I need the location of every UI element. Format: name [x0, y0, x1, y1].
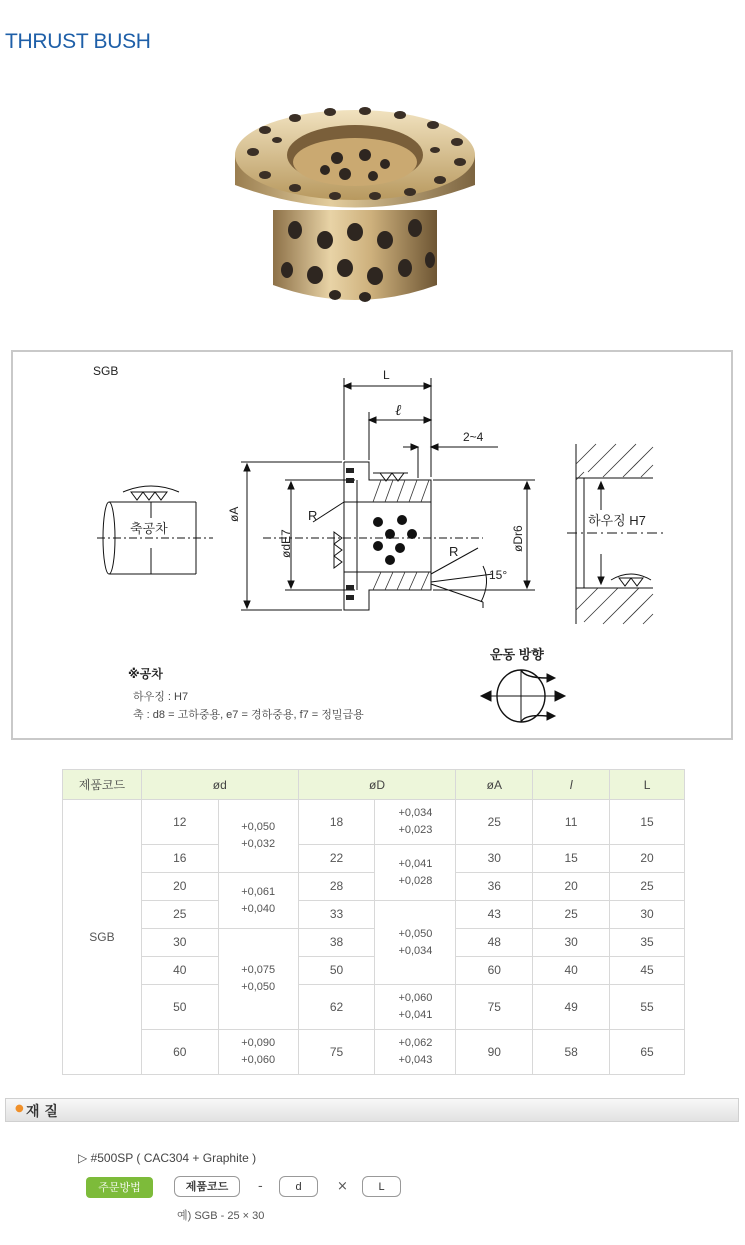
- order-code-pill: 제품코드: [174, 1176, 240, 1197]
- order-dash: -: [258, 1179, 263, 1194]
- D-value: 18: [298, 800, 375, 845]
- tolerance-housing: 하우징 : H7: [133, 691, 189, 703]
- table-row: [63, 1030, 685, 1075]
- L-value: 35: [610, 929, 685, 957]
- material-spec: ▷ #500SP ( CAC304 + Graphite ): [78, 1151, 257, 1165]
- header-l: l: [533, 770, 610, 800]
- A-value: 60: [456, 957, 533, 985]
- technical-drawing: [11, 350, 733, 740]
- dim-range: 2~4: [463, 430, 484, 444]
- l-value: 25: [533, 901, 610, 929]
- L-value: 45: [610, 957, 685, 985]
- tolerance-shaft: 축 : d8 = 고하중용, e7 = 경하중용, f7 = 정밀급용: [133, 709, 364, 721]
- d-value: 16: [141, 845, 218, 873]
- d-tolerance: +0,075 +0,050: [218, 929, 298, 1030]
- dim-R-left: R: [308, 508, 318, 523]
- l-value: 40: [533, 957, 610, 985]
- drawing-svg: [13, 352, 735, 742]
- table-row: [63, 901, 685, 929]
- A-value: 75: [456, 985, 533, 1030]
- product-code-cell: SGB: [63, 800, 142, 1075]
- model-label: SGB: [93, 364, 119, 378]
- D-value: 33: [298, 901, 375, 929]
- table-row: [63, 985, 685, 1030]
- L-value: 15: [610, 800, 685, 845]
- L-value: 65: [610, 1030, 685, 1075]
- dim-angle: 15°: [489, 568, 508, 582]
- d-value: 60: [141, 1030, 218, 1075]
- D-value: 75: [298, 1030, 375, 1075]
- spec-table: [62, 769, 685, 1075]
- table-row: [63, 957, 685, 985]
- header-D: øD: [298, 770, 456, 800]
- header-A: øA: [456, 770, 533, 800]
- header-L: L: [610, 770, 685, 800]
- l-value: 15: [533, 845, 610, 873]
- d-value: 20: [141, 873, 218, 901]
- D-tolerance: +0,060 +0,041: [375, 985, 456, 1030]
- table-row: [63, 873, 685, 901]
- D-value: 22: [298, 845, 375, 873]
- D-tolerance: +0,050 +0,034: [375, 901, 456, 985]
- L-value: 30: [610, 901, 685, 929]
- table-row: [63, 800, 685, 845]
- d-tolerance: +0,090 +0,060: [218, 1030, 298, 1075]
- dim-Dr6: øDr6: [511, 525, 525, 552]
- dim-R-right: R: [449, 544, 459, 559]
- material-section-title: 재 질: [26, 1104, 58, 1120]
- A-value: 90: [456, 1030, 533, 1075]
- d-value: 40: [141, 957, 218, 985]
- tolerance-title: ※공차: [128, 667, 163, 681]
- header-d: ød: [141, 770, 298, 800]
- L-value: 55: [610, 985, 685, 1030]
- l-value: 49: [533, 985, 610, 1030]
- shaft-label: 축공차: [129, 518, 169, 537]
- order-method-button[interactable]: 주문방법: [86, 1177, 153, 1198]
- D-tolerance: +0,034 +0,023: [375, 800, 456, 845]
- d-value: 50: [141, 985, 218, 1030]
- l-value: 30: [533, 929, 610, 957]
- order-times: ×: [337, 1179, 348, 1194]
- D-value: 50: [298, 957, 375, 985]
- order-d-pill: d: [279, 1176, 318, 1197]
- dim-l: ℓ: [395, 401, 402, 419]
- A-value: 48: [456, 929, 533, 957]
- l-value: 58: [533, 1030, 610, 1075]
- A-value: 25: [456, 800, 533, 845]
- A-value: 43: [456, 901, 533, 929]
- table-header-row: [63, 770, 685, 800]
- l-value: 20: [533, 873, 610, 901]
- D-tolerance: +0,041 +0,028: [375, 845, 456, 901]
- dim-dE7: ødE7: [279, 529, 293, 558]
- A-value: 30: [456, 845, 533, 873]
- d-tolerance: +0,061 +0,040: [218, 873, 298, 929]
- d-tolerance: +0,050 +0,032: [218, 800, 298, 873]
- D-tolerance: +0,062 +0,043: [375, 1030, 456, 1075]
- L-value: 25: [610, 873, 685, 901]
- table-row: [63, 845, 685, 873]
- d-value: 12: [141, 800, 218, 845]
- bullet-icon: ●: [15, 1103, 24, 1114]
- l-value: 11: [533, 800, 610, 845]
- dim-A: øA: [227, 506, 241, 522]
- product-photo: [225, 100, 485, 310]
- L-value: 20: [610, 845, 685, 873]
- header-product-code: 제품코드: [63, 770, 142, 800]
- A-value: 36: [456, 873, 533, 901]
- page-title: THRUST BUSH: [5, 30, 151, 53]
- housing-label: 하우징 H7: [587, 510, 647, 529]
- D-value: 38: [298, 929, 375, 957]
- motion-label: 운동 방향: [490, 647, 544, 662]
- order-example: 예) SGB - 25 × 30: [177, 1210, 265, 1222]
- d-value: 30: [141, 929, 218, 957]
- material-section-bar: [5, 1098, 739, 1122]
- D-value: 28: [298, 873, 375, 901]
- order-L-pill: L: [362, 1176, 401, 1197]
- D-value: 62: [298, 985, 375, 1030]
- table-row: [63, 929, 685, 957]
- dim-L: L: [383, 368, 390, 382]
- d-value: 25: [141, 901, 218, 929]
